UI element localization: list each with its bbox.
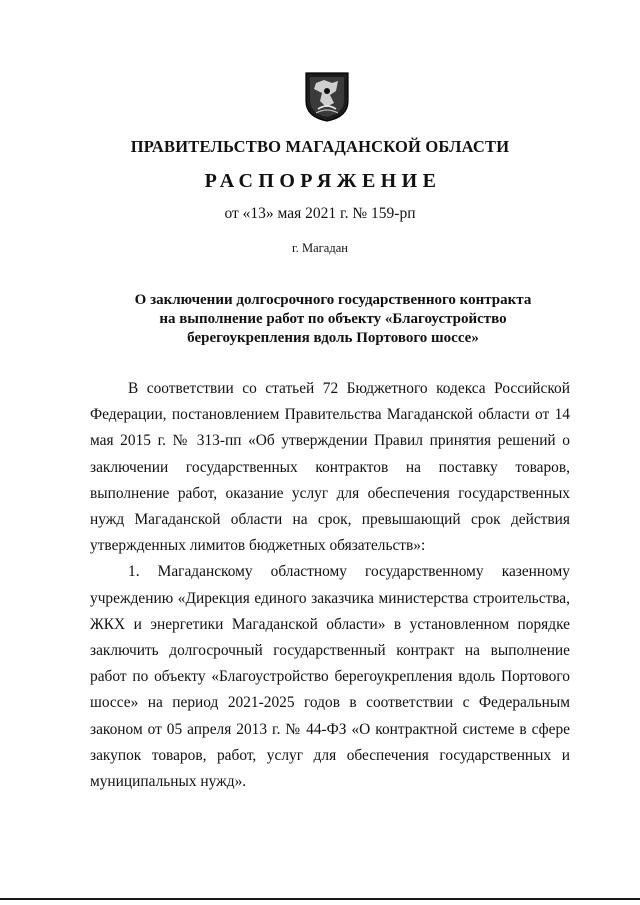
coat-of-arms-shield (304, 71, 350, 123)
coat-of-arms-icon (304, 71, 350, 123)
document-type: РАСПОРЯЖЕНИЕ (204, 170, 442, 192)
body-paragraph: 1. Магаданскому областному государственному казенному учреждению «Дирекция единого заказчика министерства строительства, ЖКХ и энергетики Магаданской области» в установленном порядке заключить долгосрочный государственный контракт на выполнение работ по объекту «Благоустройство берегоукрепления вдоль Портового шоссе» на период 2021-2025 годов в соответствии с Федеральным законом от 05 апреля 2013 г. № 44-ФЗ «О контрактной системе в сфере закупок товаров, работ, услуг для обеспечения государственных и муниципальных нужд». (90, 563, 570, 791)
subject-line: на выполнение работ по объекту «Благоустройство (159, 311, 507, 327)
body-paragraph: В соответствии со статьей 72 Бюджетного кодекса Российской Федерации, постановлением Правительства Магаданской области от 14 мая 2015 г. № 313-пп «Об утверждении Правил принятия решений о заключении государственных контрактов на поставку товаров, выполнение работ, оказание услуг для обеспечения государственных нужд Магаданской области на срок, превышающий срок действия утвержденных лимитов бюджетных обязательств»: (90, 380, 570, 555)
scan-bottom-rule (0, 898, 640, 900)
subject-line: О заключении долгосрочного государственного контракта (134, 292, 532, 308)
document-city: г. Магадан (292, 241, 348, 255)
subject-line: берегоукрепления вдоль Портового шоссе» (187, 330, 479, 346)
document-date-number: от «13» мая 2021 г. № 159-рп (224, 205, 416, 222)
organization-title: ПРАВИТЕЛЬСТВО МАГАДАНСКОЙ ОБЛАСТИ (130, 137, 510, 156)
document-subject (100, 291, 566, 348)
document-body (90, 376, 570, 795)
